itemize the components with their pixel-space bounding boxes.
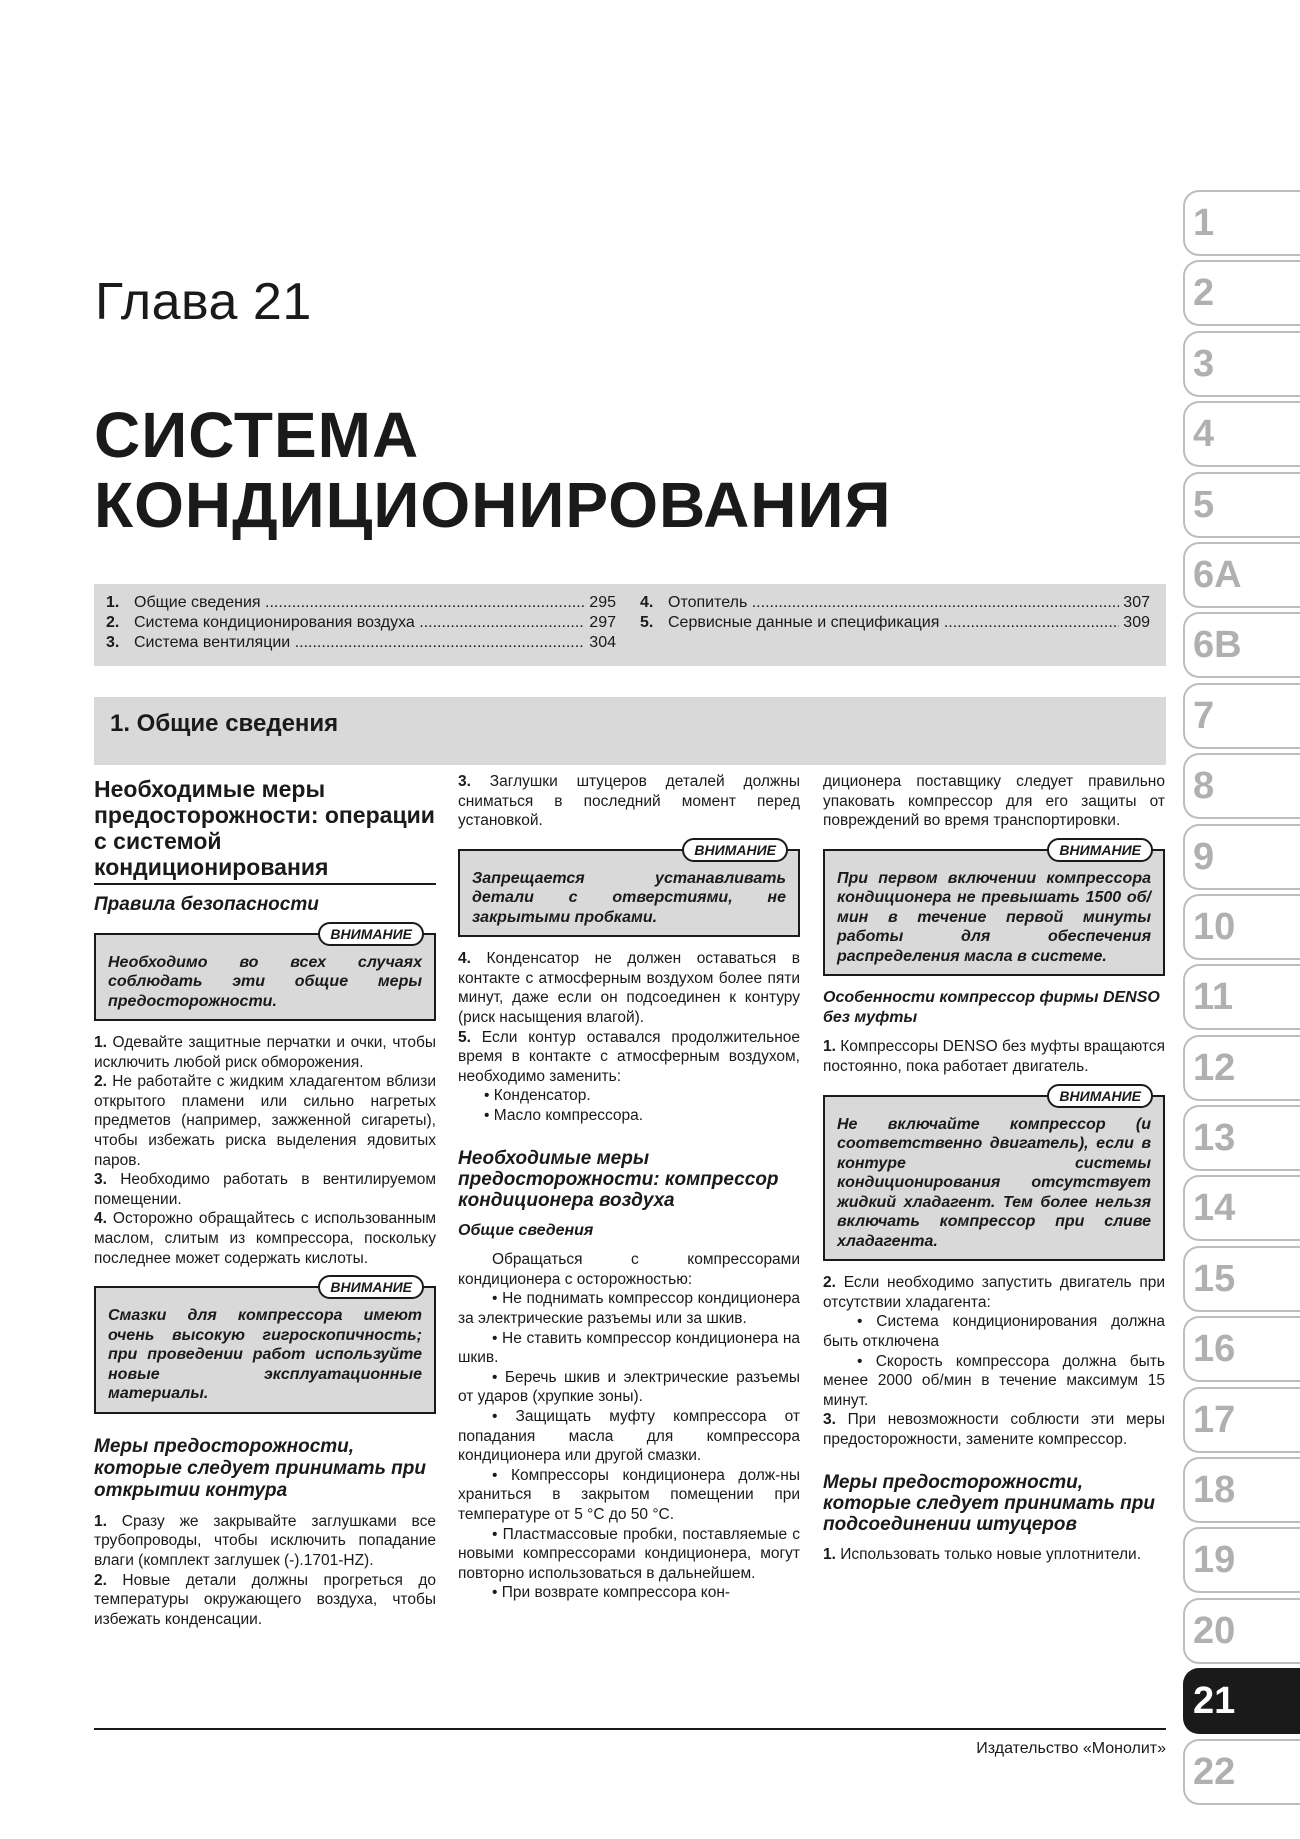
chapter-tab-3[interactable]: 3: [1183, 331, 1300, 397]
section-title: 1. Общие сведения: [110, 710, 339, 737]
toc-entry-title: Отопитель .....: [668, 594, 1119, 612]
chapter-tab-6b[interactable]: 6B: [1183, 612, 1300, 678]
chapter-tab-10[interactable]: 10: [1183, 894, 1300, 960]
chapter-tab-11[interactable]: 11: [1183, 964, 1300, 1030]
list-item: • Конденсатор.: [484, 1087, 591, 1105]
paragraph: 4. Конденсатор не должен оставаться в контакте с атмосферным воздухом более пяти минут, даже если он подсоединен к контуру (риск насыщения влагой).: [458, 950, 801, 1027]
list-item: • Пластмассовые пробки, поставляемые с новыми компрессорами кондиционера, могут повторно использоваться в дальнейшем.: [458, 1525, 801, 1582]
section-heading: Меры предосторожности, которые следует принимать при подсоединении штуцеров: [823, 1471, 1155, 1535]
warning-text: Запрещается устанавливать детали с отверстиями, не закрытыми пробками.: [472, 869, 786, 926]
chapter-tab-15[interactable]: 15: [1183, 1246, 1300, 1312]
chapter-tab-19[interactable]: 19: [1183, 1527, 1300, 1593]
warning-label: ВНИМАНИЕ: [1047, 838, 1153, 862]
chapter-title-line2: КОНДИЦИОНИРОВАНИЯ: [94, 469, 892, 541]
toc-entry-page: 307: [1123, 594, 1150, 611]
chapter-tab-20[interactable]: 20: [1183, 1598, 1300, 1664]
paragraph-text: Использовать только новые уплотнители.: [840, 1545, 1141, 1563]
list-item-text: Скорость компрессора должна быть менее 2000 об/мин в течение максимум 15 минут.: [823, 1352, 1166, 1409]
paragraph-text: Заглушки штуцеров деталей должны сниматься в последний момент перед установкой.: [458, 773, 800, 830]
list-item: • При возврате компрессора кон-: [492, 1584, 731, 1602]
publisher-footer: Издательство «Монолит»: [976, 1740, 1166, 1757]
toc-entry-page: 309: [1123, 614, 1150, 631]
warning-box: [94, 925, 436, 1022]
list-item: • Масло компрессора.: [484, 1107, 644, 1125]
paragraph: 2. Если необходимо запустить двигатель при отсутствии хладагента:: [823, 1274, 1165, 1311]
paragraph-text: Необходимо работать в вентилируемом помещении.: [94, 1171, 437, 1208]
toc-entry-title: Общие сведения .....: [134, 594, 585, 612]
paragraph: Обращаться с компрессорами кондиционера с осторожностью:: [458, 1251, 800, 1288]
chapter-tab-7[interactable]: 7: [1183, 683, 1300, 749]
list-item: • Не ставить компрессор кондиционера на шкив.: [458, 1329, 800, 1367]
chapter-tab-9[interactable]: 9: [1183, 824, 1300, 890]
paragraph: 1. Компрессоры DENSO без муфты вращаются постоянно, пока работает двигатель.: [823, 1038, 1165, 1076]
chapter-tab-5[interactable]: 5: [1183, 472, 1300, 538]
list-item: • Защищать муфту компрессора от попадания масла для компрессора кондиционера или другой смазки.: [458, 1407, 800, 1465]
toc-entry-number: 4.: [640, 594, 654, 611]
warning-box: [823, 841, 1165, 977]
toc-entry-number: 5.: [640, 614, 654, 631]
section-heading: Необходимые меры предосторожности: компрессор кондиционера воздуха: [458, 1147, 779, 1211]
toc-entry-page: 295: [589, 594, 616, 611]
warning-text: Смазки для компрессора имеют очень высокую гигроскопичность; при проведении работ используйте новые эксплуатационные материалы.: [108, 1307, 422, 1403]
warning-label: ВНИМАНИЕ: [318, 1275, 424, 1299]
list-item-text: Система кондиционирования должна быть отключена: [823, 1313, 1166, 1350]
chapter-tab-13[interactable]: 13: [1183, 1105, 1300, 1171]
toc-entry-number: 1.: [106, 594, 120, 611]
chapter-number: Глава 21: [95, 273, 312, 331]
list-item-text: Компрессоры кондиционера долж-ны храниться в закрытом помещении при температуре от 5 °С до 50 °С.: [458, 1466, 801, 1523]
paragraph: 3. Заглушки штуцеров деталей должны сниматься в последний момент перед установкой.: [458, 773, 800, 830]
chapter-tab-12[interactable]: 12: [1183, 1035, 1300, 1101]
list-item-text: Беречь шкив и электрические разъемы от ударов (хрупкие зоны).: [458, 1368, 801, 1406]
paragraph: 3. При невозможности соблюсти эти меры предосторожности, замените компрессор.: [823, 1411, 1165, 1448]
chapter-title: [94, 400, 892, 540]
warning-text: Не включайте компрессор (и соответственно двигатель), если в контуре системы кондиционирования отсутствует жидкий хладагент. Тем более нельзя включать компрессор при сливе хладагента.: [837, 1115, 1151, 1250]
section-heading: Необходимые меры предосторожности: операции с системой кондиционирования: [94, 776, 436, 885]
paragraph-text: Компрессоры DENSO без муфты вращаются постоянно, пока работает двигатель.: [823, 1038, 1165, 1076]
toc-entry-page: 297: [589, 614, 616, 631]
paragraph-text: Новые детали должны прогреться до температуры окружающего воздуха, чтобы избежать конденсации.: [94, 1571, 436, 1628]
chapter-tab-22[interactable]: 22: [1183, 1739, 1300, 1805]
list-item-text: Не ставить компрессор кондиционера на шкив.: [458, 1329, 800, 1367]
warning-label: ВНИМАНИЕ: [1047, 1084, 1153, 1108]
subheading: Особенности компрессор фирмы DENSO без муфты: [823, 989, 1160, 1026]
paragraph: 4. Осторожно обращайтесь с использованным маслом, слитым из компрессора, поскольку последнее может содержать кислоты.: [94, 1210, 436, 1267]
paragraph-text: Одевайте защитные перчатки и очки, чтобы исключить любой риск обморожения.: [94, 1034, 436, 1071]
warning-text: При первом включении компрессора кондиционера не превышать 1500 об/мин в течение первой минуты работы для обеспечения распределения масла в системе.: [837, 869, 1151, 965]
paragraph-text: Сразу же закрывайте заглушками все трубопроводы, чтобы исключить попадание влаги (комплект заглушек (-).1701-HZ).: [94, 1512, 436, 1569]
chapter-tab-16[interactable]: 16: [1183, 1316, 1300, 1382]
paragraph: диционера поставщику следует правильно упаковать компрессор для его защиты от повреждений во время транспортировки.: [823, 773, 1165, 830]
paragraph: 5. Если контур оставался продолжительное время в контакте с атмосферным воздухом, необходимо заменить:: [458, 1028, 800, 1085]
paragraph-text: Конденсатор не должен оставаться в контакте с атмосферным воздухом более пяти минут, даже если он подсоединен к контуру (риск насыщения влагой).: [458, 950, 801, 1027]
chapter-tab-1[interactable]: 1: [1183, 190, 1300, 256]
paragraph-text: Осторожно обращайтесь с использованным маслом, слитым из компрессора, поскольку последнее может содержать кислоты.: [94, 1210, 436, 1267]
list-item: • Не поднимать компрессор кондиционера за электрические разъемы или за шкив.: [458, 1290, 800, 1327]
warning-box: [94, 1279, 436, 1414]
paragraph-text: При невозможности соблюсти эти меры предосторожности, замените компрессор.: [823, 1411, 1165, 1448]
toc-entry[interactable]: [106, 634, 616, 652]
toc-entry-number: 3.: [106, 634, 120, 651]
list-item: • Компрессоры кондиционера долж-ны храниться в закрытом помещении при температуре от 5 °С до 50 °С.: [458, 1466, 801, 1523]
chapter-tab-2[interactable]: 2: [1183, 260, 1300, 326]
text-column-2: [458, 772, 800, 1603]
chapter-tab-4[interactable]: 4: [1183, 401, 1300, 467]
toc-entry[interactable]: [106, 614, 616, 632]
list-item-text: При возврате компрессора кон-: [501, 1584, 731, 1602]
list-item-text: Защищать муфту компрессора от попадания масла для компрессора кондиционера или другой смазки.: [458, 1407, 800, 1465]
chapter-tab-21[interactable]: 21: [1183, 1668, 1300, 1734]
chapter-tab-14[interactable]: 14: [1183, 1175, 1300, 1241]
chapter-tab-17[interactable]: 17: [1183, 1387, 1300, 1453]
chapter-tabs: [1183, 190, 1300, 1809]
list-item-text: Не поднимать компрессор кондиционера за электрические разъемы или за шкив.: [458, 1290, 800, 1327]
toc-entry-title: Сервисные данные и спецификация .....: [668, 614, 1119, 632]
list-item: • Скорость компрессора должна быть менее 2000 об/мин в течение максимум 15 минут.: [823, 1352, 1166, 1409]
toc-entry[interactable]: [640, 594, 1150, 612]
list-item-text: Масло компрессора.: [493, 1107, 644, 1125]
list-item-text: Конденсатор.: [493, 1087, 591, 1105]
toc-entry-title: Система вентиляции .....: [134, 634, 585, 652]
list-item: • Беречь шкив и электрические разъемы от ударов (хрупкие зоны).: [458, 1368, 801, 1406]
toc-entry-number: 2.: [106, 614, 120, 631]
paragraph-text: Не работайте с жидким хладагентом вблизи открытого пламени или сильно нагретых предметов (например, зажженной сигареты), чтобы избежать риска выделения ядовитых паров.: [94, 1073, 436, 1169]
text-column-1: [94, 772, 436, 1629]
paragraph: 3. Необходимо работать в вентилируемом помещении.: [94, 1171, 437, 1208]
toc-entry[interactable]: [106, 594, 616, 612]
warning-label: ВНИМАНИЕ: [682, 838, 788, 862]
chapter-tab-6a[interactable]: 6A: [1183, 542, 1300, 608]
chapter-tab-8[interactable]: 8: [1183, 753, 1300, 819]
paragraph: 2. Новые детали должны прогреться до температуры окружающего воздуха, чтобы избежать конденсации.: [94, 1571, 436, 1628]
chapter-tab-18[interactable]: 18: [1183, 1457, 1300, 1523]
text-column-3: [823, 772, 1165, 1564]
paragraph: 1. Одевайте защитные перчатки и очки, чтобы исключить любой риск обморожения.: [94, 1034, 436, 1071]
footer-rule: [94, 1728, 1166, 1730]
section-heading: Меры предосторожности, которые следует принимать при открытии контура: [94, 1435, 426, 1501]
paragraph: 2. Не работайте с жидким хладагентом вблизи открытого пламени или сильно нагретых предметов (например, зажженной сигареты), чтобы избежать риска выделения ядовитых паров.: [94, 1073, 436, 1169]
warning-box: [458, 841, 800, 938]
list-item: • Система кондиционирования должна быть отключена: [823, 1313, 1166, 1350]
list-item-text: Пластмассовые пробки, поставляемые с новыми компрессорами кондиционера, могут повторно использоваться в дальнейшем.: [458, 1525, 801, 1582]
toc-entry-page: 304: [589, 634, 616, 651]
warning-text: Необходимо во всех случаях соблюдать эти общие меры предосторожности.: [108, 953, 422, 1010]
chapter-title-line1: СИСТЕМА: [94, 399, 420, 471]
subheading: Правила безопасности: [94, 894, 319, 915]
paragraph: 1. Использовать только новые уплотнители.: [823, 1545, 1141, 1563]
paragraph-text: Если контур оставался продолжительное время в контакте с атмосферным воздухом, необходимо заменить:: [458, 1028, 800, 1085]
warning-label: ВНИМАНИЕ: [318, 922, 424, 946]
table-of-contents: [94, 584, 1166, 666]
warning-box: [823, 1087, 1165, 1262]
toc-entry-title: Система кондиционирования воздуха .....: [134, 614, 585, 632]
paragraph: 1. Сразу же закрывайте заглушками все трубопроводы, чтобы исключить попадание влаги (комплект заглушек (-).1701-HZ).: [94, 1512, 436, 1569]
paragraph-text: Если необходимо запустить двигатель при отсутствии хладагента:: [823, 1274, 1165, 1311]
toc-entry[interactable]: [640, 614, 1150, 632]
subheading: Общие сведения: [458, 1221, 594, 1239]
